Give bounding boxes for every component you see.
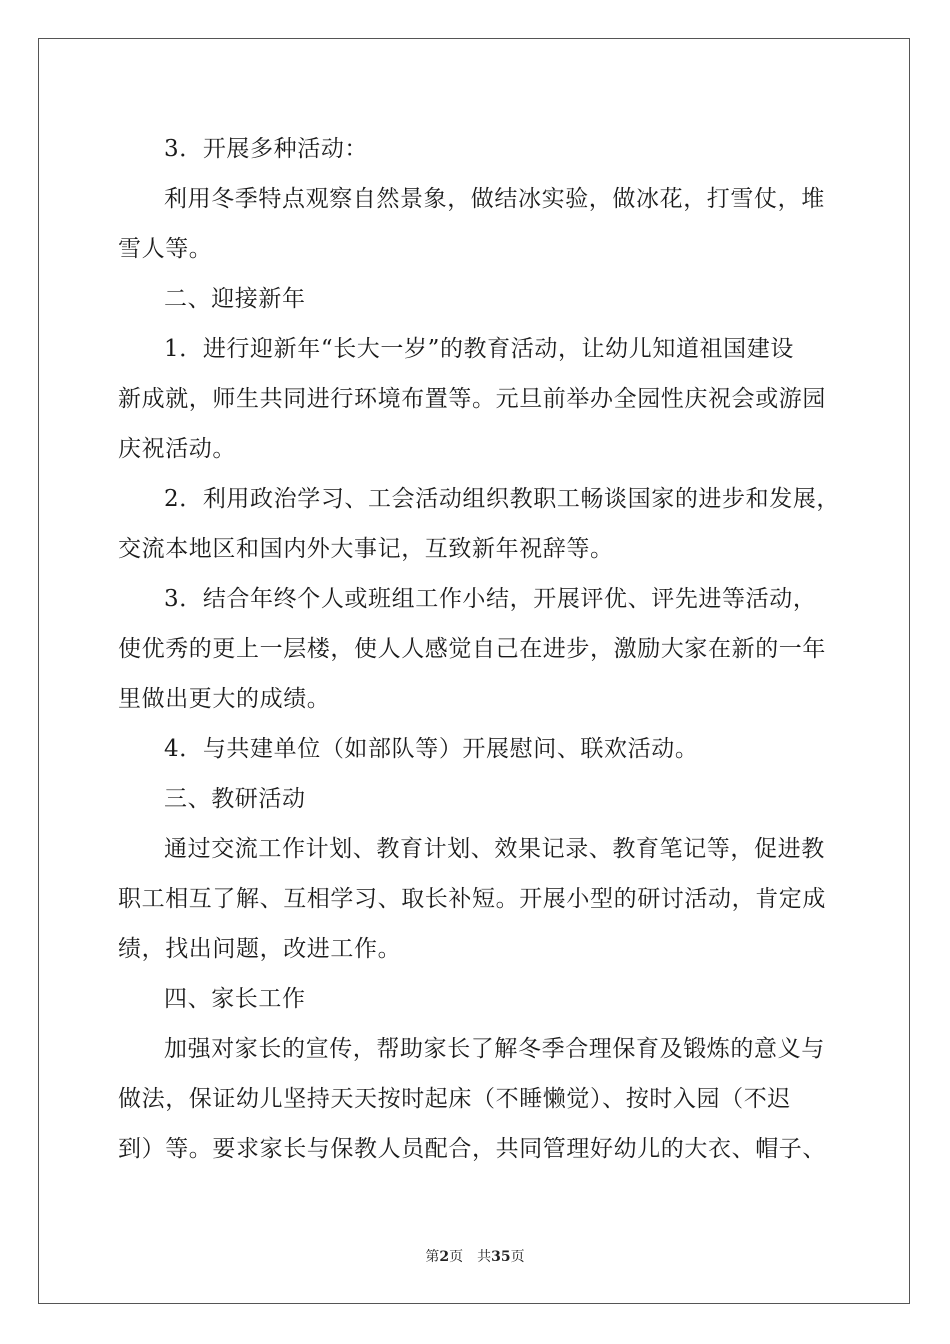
paragraph-line: 职工相互了解、互相学习、取长补短。开展小型的研讨活动，肯定成 [118,886,826,912]
section-heading-parent-work: 四、家长工作 [164,986,306,1012]
paragraph-line: 加强对家长的宣传，帮助家长了解冬季合理保育及锻炼的意义与 [164,1036,825,1062]
paragraph-line: 绩，找出问题，改进工作。 [118,936,402,962]
paragraph-line: 庆祝活动。 [118,436,236,462]
section-heading-teaching-research: 三、教研活动 [164,786,306,812]
paragraph-line: 雪人等。 [118,236,213,262]
paragraph-line: 里做出更大的成绩。 [118,686,331,712]
paragraph-line: 做法，保证幼儿坚持天天按时起床（不睡懒觉）、按时入园（不迟 [118,1086,791,1112]
paragraph-line: 2．利用政治学习、工会活动组织教职工畅谈国家的进步和发展， [164,486,841,512]
paragraph-line: 1．进行迎新年“长大一岁”的教育活动，让幼儿知道祖国建设 [164,336,794,362]
paragraph-line: 4．与共建单位（如部队等）开展慰问、联欢活动。 [164,736,699,762]
item-3-heading: 3．开展多种活动： [164,136,369,162]
page-border [38,38,910,1304]
total-prefix: 共 [477,1249,492,1265]
paragraph-line: 使优秀的更上一层楼，使人人感觉自己在进步，激励大家在新的一年 [118,636,826,662]
total-suffix: 页 [510,1249,525,1265]
paragraph-line: 利用冬季特点观察自然景象，做结冰实验，做冰花，打雪仗，堆 [164,186,825,212]
section-heading-welcome-new-year: 二、迎接新年 [164,286,306,312]
paragraph-line: 交流本地区和国内外大事记，互致新年祝辞等。 [118,536,614,562]
paragraph-line: 新成就，师生共同进行环境布置等。元旦前举办全园性庆祝会或游园 [118,386,826,412]
total-pages: 35 [491,1249,511,1265]
paragraph-line: 3．结合年终个人或班组工作小结，开展评优、评先进等活动， [164,586,817,612]
page-suffix: 页 [449,1249,464,1265]
paragraph-line: 通过交流工作计划、教育计划、效果记录、教育笔记等，促进教 [164,836,825,862]
paragraph-line: 到）等。要求家长与保教人员配合，共同管理好幼儿的大衣、帽子、 [118,1136,826,1162]
page-number: 2 [439,1249,450,1265]
page-footer [0,1248,950,1266]
page-prefix: 第 [425,1249,440,1265]
